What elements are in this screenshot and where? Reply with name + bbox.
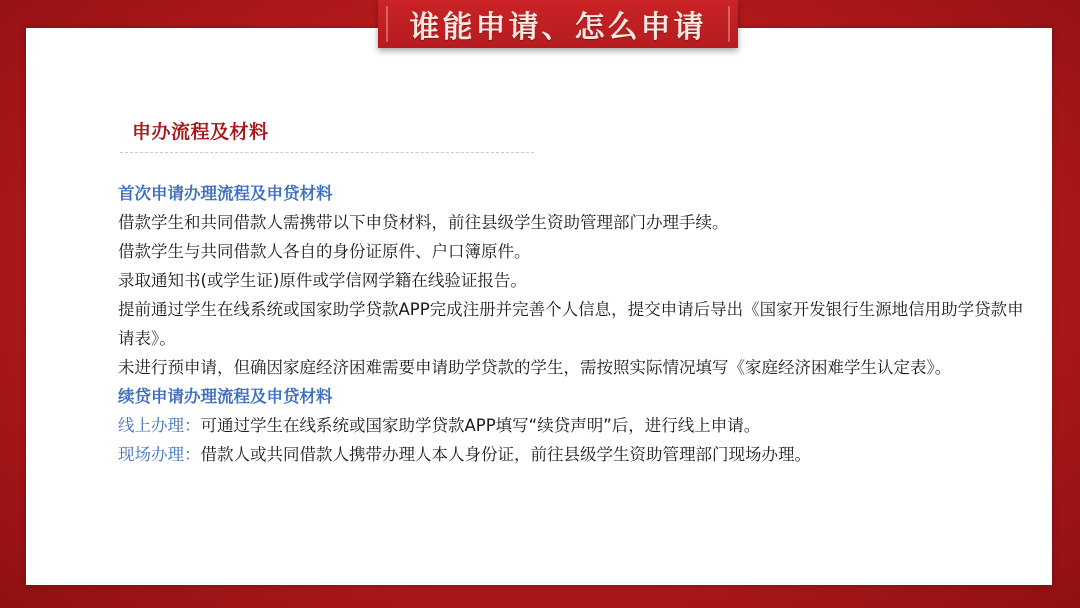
renewal-online-label: 线上办理： [118, 416, 201, 435]
first-application-line-4: 提前通过学生在线系统或国家助学贷款APP完成注册并完善个人信息，提交申请后导出《国家开发银行生源地信用助学贷款申请表》。 [118, 300, 1024, 348]
first-application-subheading: 首次申请办理流程及申贷材料 [118, 184, 333, 203]
first-application-line-5: 未进行预申请，但确因家庭经济困难需要申请助学贷款的学生，需按照实际情况填写《家庭经济困难学生认定表》。 [118, 358, 952, 377]
first-application-line-3: 录取通知书(或学生证)原件或学信网学籍在线验证报告。 [118, 271, 527, 290]
renewal-online-text: 可通过学生在线系统或国家助学贷款APP填写“续贷声明”后，进行线上申请。 [200, 416, 761, 435]
first-application-line-1: 借款学生和共同借款人需携带以下申贷材料，前往县级学生资助管理部门办理手续。 [118, 213, 729, 232]
renewal-online-item [118, 411, 1028, 440]
renewal-onsite-item [118, 440, 1028, 469]
section-divider [120, 152, 534, 153]
renewal-application-subheading: 续贷申请办理流程及申贷材料 [118, 387, 333, 406]
content-panel [26, 28, 1052, 585]
renewal-onsite-label: 现场办理： [118, 445, 201, 464]
title-banner [378, 0, 738, 48]
content-body [118, 179, 1028, 469]
section-heading: 申办流程及材料 [132, 121, 269, 143]
renewal-onsite-text: 借款人或共同借款人携带办理人本人身份证，前往县级学生资助管理部门现场办理。 [200, 445, 811, 464]
slide-title: 谁能申请、怎么申请 [409, 10, 707, 45]
first-application-line-2: 借款学生与共同借款人各自的身份证原件、户口簿原件。 [118, 242, 531, 261]
